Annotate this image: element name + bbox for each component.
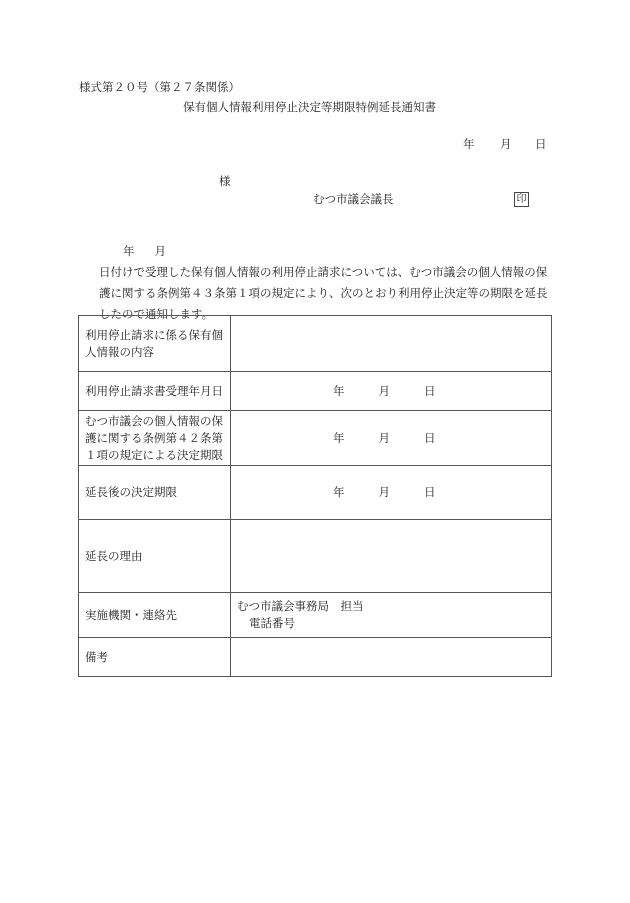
- body-year: 年: [123, 244, 135, 258]
- year-label: 年: [333, 485, 345, 499]
- year-label: 年: [333, 383, 345, 398]
- contact-field[interactable]: [231, 593, 552, 638]
- notice-body: [79, 241, 553, 325]
- month-label: 月: [378, 430, 390, 445]
- table-row: [79, 466, 552, 520]
- info-content-field[interactable]: [231, 316, 552, 372]
- remarks-field[interactable]: [231, 638, 552, 677]
- receipt-date-field[interactable]: [231, 372, 552, 411]
- table-row: [79, 411, 552, 466]
- form-number: 様式第２０号（第２７条関係）: [79, 80, 240, 94]
- day-label: 日: [424, 485, 436, 499]
- row-label: むつ市議会の個人情報の保護に関する条例第４２条第１項の規定による決定期限: [79, 411, 231, 466]
- year-label: 年: [333, 430, 345, 445]
- row-label: 延長後の決定期限: [79, 466, 231, 520]
- table-row: [79, 638, 552, 677]
- seal-stamp-icon: 印: [514, 192, 529, 207]
- row-label: 利用停止請求書受理年月日: [79, 372, 231, 411]
- row-label: 延長の理由: [79, 520, 231, 593]
- body-text: 日付けで受理した保有個人情報の利用停止請求については、むつ市議会の個人情報の保護に関する条例第４３条第１項の規定により、次のとおり利用停止決定等の期限を延長したので通知します。: [99, 265, 548, 321]
- issue-date-day: 日: [535, 137, 547, 151]
- sender-name: むつ市議会議長: [313, 192, 394, 206]
- table-row: [79, 372, 552, 411]
- decision-deadline-field[interactable]: [231, 411, 552, 466]
- body-month: 月: [154, 244, 166, 258]
- row-label: 利用停止請求に係る保有個人情報の内容: [79, 316, 231, 372]
- issue-date-month: 月: [500, 137, 512, 151]
- table-row: [79, 316, 552, 372]
- day-label: 日: [424, 383, 436, 398]
- addressee-suffix: 様: [219, 174, 231, 188]
- contact-phone: 電話番号: [249, 616, 295, 630]
- row-label: 備考: [79, 638, 231, 677]
- document-title: 保有個人情報利用停止決定等期限特例延長通知書: [183, 100, 436, 114]
- extended-deadline-field[interactable]: [231, 466, 552, 520]
- notice-table: [78, 315, 552, 677]
- row-label: 実施機関・連絡先: [79, 593, 231, 638]
- month-label: 月: [378, 485, 390, 499]
- table-row: [79, 520, 552, 593]
- extension-reason-field[interactable]: [231, 520, 552, 593]
- table-row: [79, 593, 552, 638]
- month-label: 月: [378, 383, 390, 398]
- day-label: 日: [424, 430, 436, 445]
- issue-date-year: 年: [463, 137, 475, 151]
- contact-office: むつ市議会事務局 担当: [237, 599, 364, 613]
